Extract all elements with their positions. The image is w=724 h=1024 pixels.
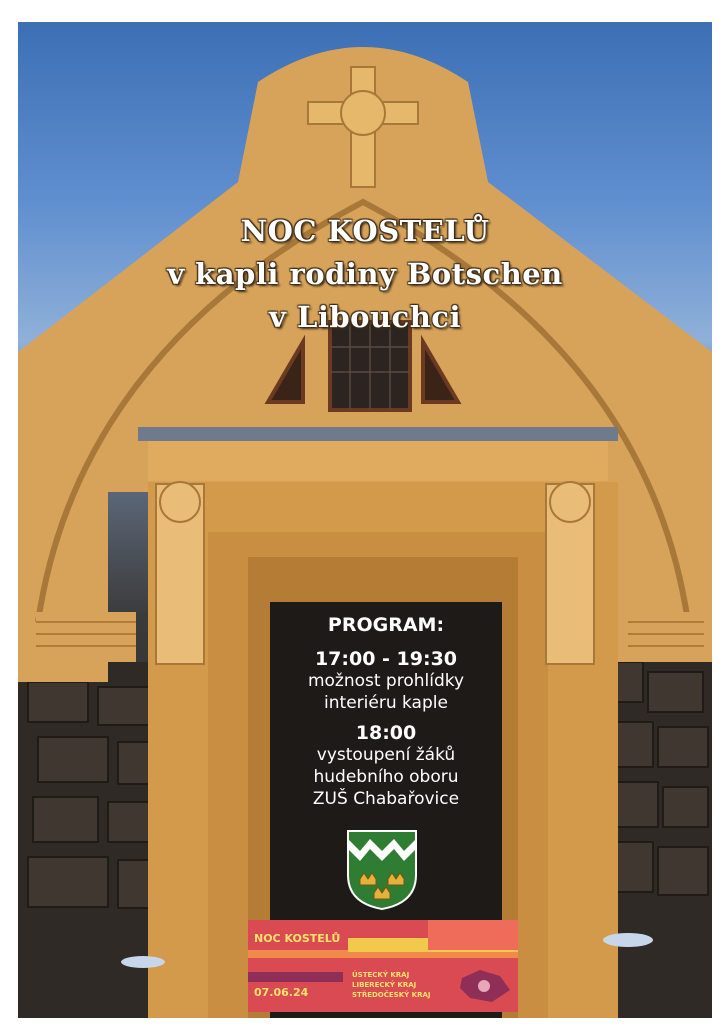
title-line-2: v kapli rodiny Botschen xyxy=(167,257,563,291)
poster xyxy=(18,22,712,1018)
banner-regions xyxy=(352,970,462,1000)
program-desc-2a: vystoupení žáků xyxy=(316,745,456,765)
banner-region-1: ÚSTECKÝ KRAJ xyxy=(352,971,410,979)
program-desc-1b: interiéru kaple xyxy=(324,693,448,713)
municipal-coat-of-arms-icon xyxy=(346,829,418,911)
program-desc-2c: ZUŠ Chabařovice xyxy=(312,789,460,809)
program-heading: PROGRAM: xyxy=(327,614,445,636)
program-time-2: 18:00 xyxy=(355,722,417,744)
program-time-1: 17:00 - 19:30 xyxy=(314,648,458,670)
program-desc-2b: hudebního oboru xyxy=(313,767,459,787)
banner-region-3: STŘEDOČESKÝ KRAJ xyxy=(352,991,431,999)
banner-title: NOC KOSTELŮ xyxy=(254,932,341,945)
title-line-1: NOC KOSTELŮ xyxy=(240,214,490,248)
program-block xyxy=(272,612,500,810)
program-desc-1a: možnost prohlídky xyxy=(307,671,465,691)
title-line-3: v Libouchci xyxy=(269,300,461,334)
banner-region-2: LIBERECKÝ KRAJ xyxy=(352,981,417,989)
banner-date: 07.06.24 xyxy=(254,986,309,999)
event-banner xyxy=(248,920,518,1012)
